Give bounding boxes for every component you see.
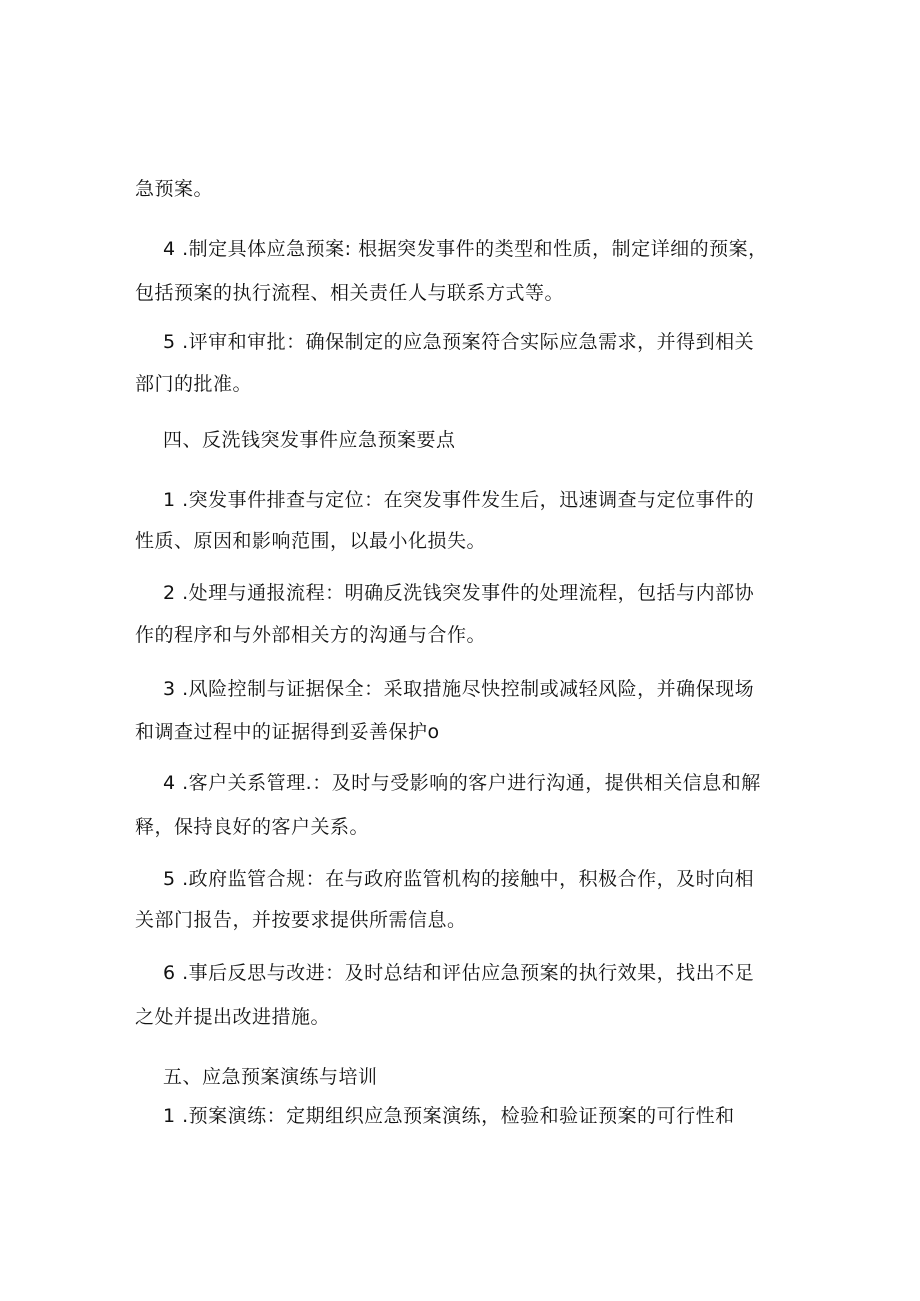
list-item-line: 5 .政府监管合规：在与政府监管机构的接触中，积极合作，及时向相	[163, 868, 755, 890]
list-item-line: 2 .处理与通报流程：明确反洗钱突发事件的处理流程，包括与内部协	[163, 582, 755, 604]
list-item-line: 6 .事后反思与改进：及时总结和评估应急预案的执行效果，找出不足	[163, 962, 755, 984]
list-item-line: 4 .客户关系管理.：及时与受影响的客户进行沟通，提供相关信息和解	[163, 772, 761, 794]
paragraph-line: 之处并提出改进措施。	[135, 1006, 331, 1028]
list-item-line: 3 .风险控制与证据保全：采取措施尽快控制或减轻风险，并确保现场	[163, 678, 755, 700]
section-heading: 四、反洗钱突发事件应急预案要点	[163, 429, 456, 451]
paragraph-line: 释，保持良好的客户关系。	[135, 816, 370, 838]
list-item-line: 4 .制定具体应急预案: 根据突发事件的类型和性质，制定详细的预案，	[163, 238, 768, 260]
paragraph-line: 和调查过程中的证据得到妥善保护o	[135, 721, 440, 743]
paragraph-line: 包括预案的执行流程、相关责任人与联系方式等。	[135, 282, 565, 304]
section-heading: 五、应急预案演练与培训	[163, 1066, 378, 1088]
paragraph-line: 部门的批准。	[135, 373, 253, 395]
list-item-line: 1 .突发事件排查与定位：在突发事件发生后，迅速调查与定位事件的	[163, 489, 755, 511]
paragraph-line: 急预案。	[135, 178, 214, 200]
paragraph-line: 作的程序和与外部相关方的沟通与合作。	[135, 624, 487, 646]
list-item-line: 1 .预案演练：定期组织应急预案演练，检验和验证预案的可行性和	[163, 1105, 735, 1127]
list-item-line: 5 .评审和审批：确保制定的应急预案符合实际应急需求，并得到相关	[163, 331, 755, 353]
paragraph-line: 性质、原因和影响范围，以最小化损失。	[135, 530, 487, 552]
paragraph-line: 关部门报告，并按要求提供所需信息。	[135, 909, 467, 931]
